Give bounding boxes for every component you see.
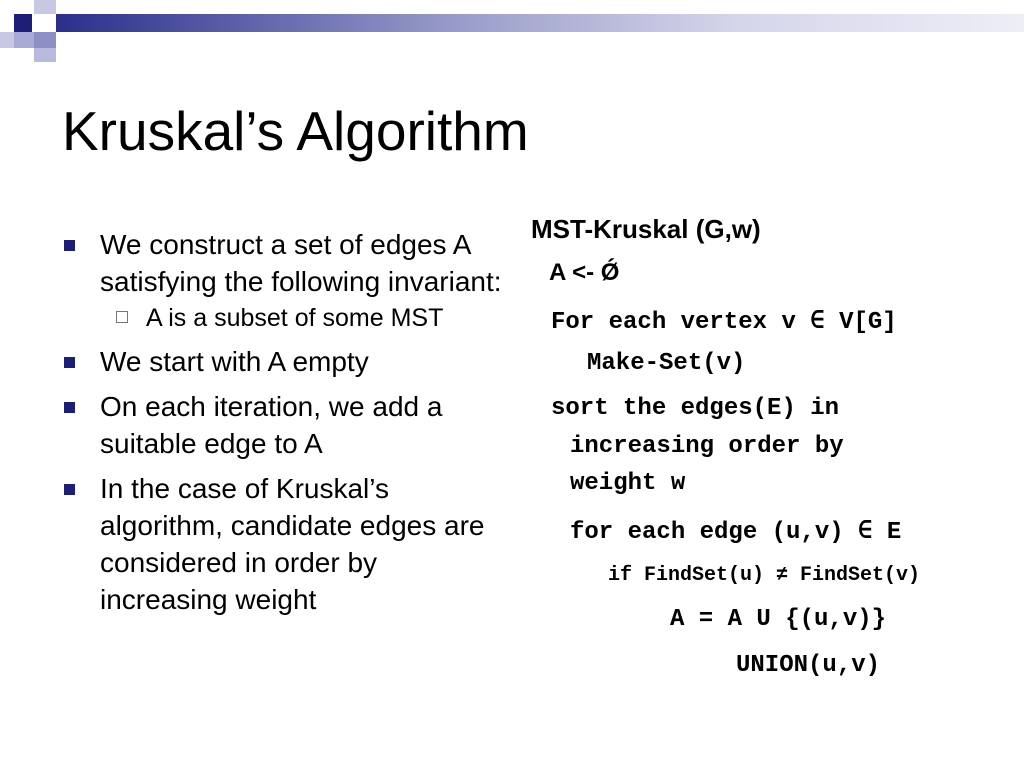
- pseudocode-line: Make-Set(v): [587, 350, 746, 377]
- bullet-square-icon: [64, 240, 75, 251]
- pseudocode-line: For each vertex v ∈ V[G]: [551, 309, 897, 336]
- bullet-list: [62, 226, 502, 626]
- corner-decoration: [0, 0, 80, 70]
- pseudocode-line: A <- Ǿ: [549, 259, 620, 286]
- bullet-item: [62, 470, 502, 618]
- bullet-square-icon: [64, 357, 75, 368]
- bullet-item: [62, 343, 502, 380]
- pseudocode-line: weight w: [570, 470, 686, 497]
- pseudocode-line: UNION(u,v): [736, 652, 881, 679]
- header-band: [56, 14, 1024, 32]
- pseudocode-line: for each edge (u,v) ∈ E: [570, 519, 902, 546]
- bullet-square-icon: [64, 402, 75, 413]
- bullet-text: We construct a set of edges A satisfying the following invariant:: [100, 229, 502, 297]
- pseudocode-line: A = A U {(u,v)}: [670, 606, 887, 633]
- pseudocode-line: sort the edges(E) in: [551, 395, 840, 422]
- bullet-item: [62, 226, 502, 300]
- pseudocode-header: MST-Kruskal (G,w): [531, 214, 761, 244]
- sub-bullet-text: A is a subset of some MST: [146, 304, 444, 332]
- pseudocode-line: if FindSet(u) ≠ FindSet(v): [608, 564, 921, 587]
- bullet-text: We start with A empty: [100, 346, 369, 377]
- bullet-square-icon: [64, 484, 75, 495]
- sub-bullet-item: [62, 302, 502, 335]
- bullet-text: In the case of Kruskal’s algorithm, candidate edges are considered in order by increasing weight: [100, 473, 485, 615]
- slide-title: Kruskal’s Algorithm: [62, 100, 529, 162]
- bullet-item: [62, 388, 502, 462]
- pseudocode-line: increasing order by: [570, 433, 844, 460]
- hollow-square-icon: [116, 311, 128, 323]
- bullet-text: On each iteration, we add a suitable edge to A: [100, 391, 443, 459]
